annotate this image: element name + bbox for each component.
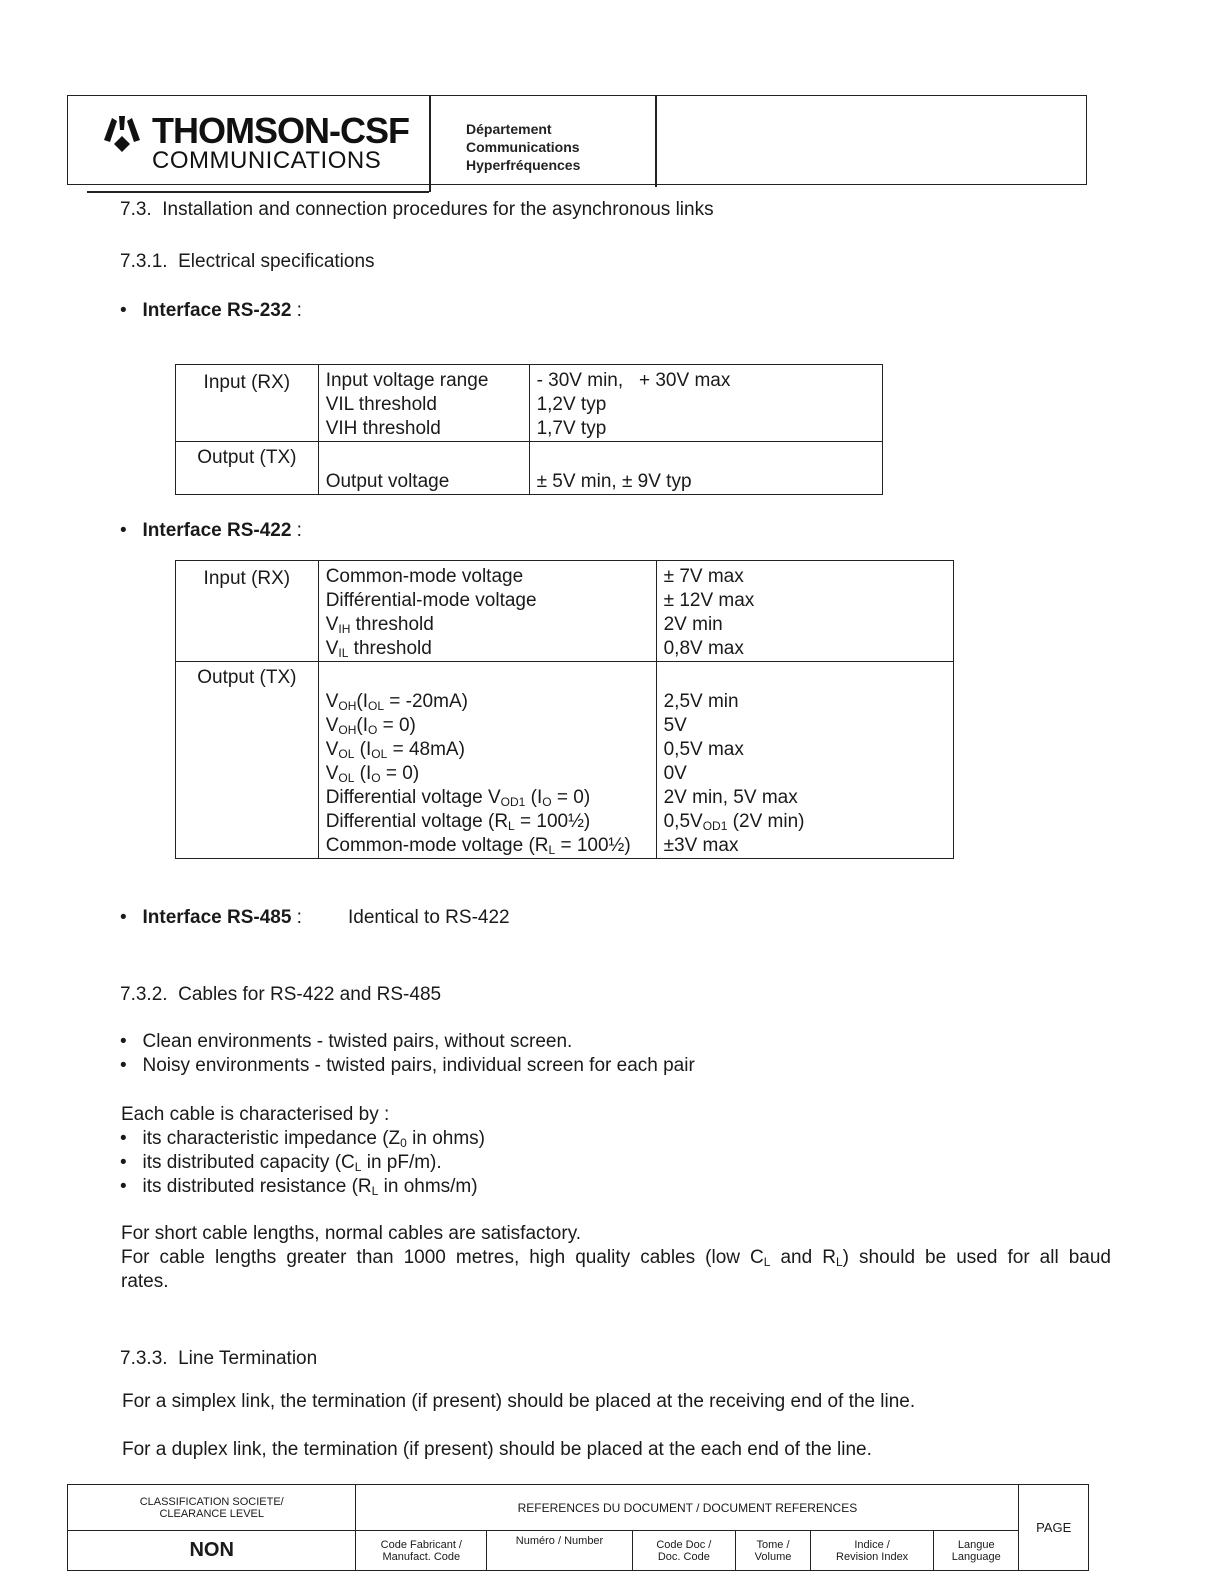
table-row: [68, 1485, 1089, 1531]
value-cell: ± 5V min, ± 9V typ: [529, 442, 882, 495]
list-item: • its distributed resistance ($R_L$ in ohms/m): [120, 1176, 478, 1198]
rs232-heading: • Interface RS-232 :: [120, 300, 302, 321]
department-line: Communications: [466, 139, 580, 155]
row-group-label: Output (TX): [176, 442, 319, 495]
list-item: • its characteristic impedance ($Z_0$ in ohms): [120, 1128, 485, 1150]
section-heading-7-3: 7.3. Installation and connection procedures for the asynchronous links: [120, 199, 714, 220]
document-footer: [67, 1484, 1089, 1584]
table-row: [176, 561, 954, 662]
header-divider: [429, 95, 431, 192]
paragraph: For a simplex link, the termination (if present) should be placed at the receiving end of the line.: [122, 1391, 916, 1412]
rs485-heading: • Interface RS-485 :: [120, 907, 302, 928]
department-line: Département: [466, 121, 552, 137]
bullet-icon: •: [120, 520, 127, 541]
page-label: PAGE: [1019, 1485, 1089, 1571]
number-label: Numéro / Number: [487, 1531, 633, 1571]
bullet-icon: •: [120, 1128, 127, 1149]
list-item: • Noisy environments - twisted pairs, individual screen for each pair: [120, 1055, 695, 1076]
company-division: COMMUNICATIONS: [152, 147, 382, 174]
row-group-label: Input (RX): [176, 561, 319, 662]
classification-value: NON: [68, 1531, 356, 1571]
row-group-label: Input (RX): [176, 365, 319, 442]
param-cell: Output voltage: [318, 442, 529, 495]
bullet-icon: •: [120, 300, 127, 321]
row-group-label: Output (TX): [176, 662, 319, 859]
param-cell: $V_{OH}(I_{OL} = -20mA)$ $V_{OH}(I_O = 0)$ $V_{OL}$ $(I_{OL} = 48mA)$ $V_{OL}$ $(I_O = 0)$ Differential voltage $V_{OD1}$ $(I_O = 0)$ Differential voltage ($R_L$ = 100½) Common-mode voltage ($R_L$ = 100½): [318, 662, 656, 859]
company-name: THOMSON-CSF: [152, 110, 409, 151]
param-cell: Common-mode voltage Différential-mode voltage $V_{IH}$ threshold $V_{IL}$ threshold: [318, 561, 656, 662]
paragraph: For a duplex link, the termination (if present) should be placed at the each end of the line.: [122, 1439, 872, 1460]
document-references-table: [67, 1484, 1089, 1571]
paragraph: Each cable is characterised by :: [121, 1104, 390, 1125]
paragraph: For cable lengths greater than 1000 metres, high quality cables (low $C_L$ and $R_L$) should be used for all baud: [121, 1247, 1112, 1269]
rs422-heading: • Interface RS-422 :: [120, 520, 302, 541]
header-rule: [87, 191, 429, 193]
bullet-icon: •: [120, 1152, 127, 1173]
table-row: [176, 662, 954, 859]
table-row: [176, 365, 883, 442]
paragraph: For short cable lengths, normal cables are satisfactory.: [121, 1223, 582, 1244]
list-item: • Clean environments - twisted pairs, without screen.: [120, 1031, 573, 1052]
volume-label: Tome / Volume: [735, 1531, 810, 1571]
value-cell: ± 7V max ± 12V max 2V min 0,8V max: [656, 561, 953, 662]
company-logo-icon: [100, 112, 144, 161]
header-divider: [655, 95, 657, 187]
language-label: Langue Language: [934, 1531, 1019, 1571]
table-row: [176, 442, 883, 495]
bullet-icon: •: [120, 1055, 127, 1076]
bullet-icon: •: [120, 1031, 127, 1052]
paragraph: rates.: [121, 1271, 169, 1292]
classification-label: CLASSIFICATION SOCIETE/ CLEARANCE LEVEL: [68, 1485, 356, 1531]
rs485-value: Identical to RS-422: [348, 907, 510, 928]
table-row: [68, 1531, 1089, 1571]
department-line: Hyperfréquences: [466, 157, 581, 173]
param-cell: Input voltage range VIL threshold VIH threshold: [318, 365, 529, 442]
rs232-spec-table: [175, 364, 883, 495]
section-heading-7-3-3: 7.3.3. Line Termination: [120, 1348, 318, 1369]
section-heading-7-3-1: 7.3.1. Electrical specifications: [120, 251, 375, 272]
section-heading-7-3-2: 7.3.2. Cables for RS-422 and RS-485: [120, 984, 442, 1005]
doc-code-label: Code Doc / Doc. Code: [632, 1531, 735, 1571]
value-cell: 2,5V min 5V 0,5V max 0V 2V min, 5V max $0,5V_{OD1}$ (2V min) ±3V max: [656, 662, 953, 859]
bullet-icon: •: [120, 907, 127, 928]
list-item: • its distributed capacity ($C_L$ in pF/m).: [120, 1152, 442, 1174]
rs422-spec-table: [175, 560, 954, 859]
revision-index-label: Indice / Revision Index: [811, 1531, 934, 1571]
department-block: [466, 120, 580, 174]
manufacturer-code-label: Code Fabricant / Manufact. Code: [356, 1531, 487, 1571]
references-title: REFERENCES DU DOCUMENT / DOCUMENT REFERENCES: [356, 1485, 1019, 1531]
value-cell: - 30V min, + 30V max 1,2V typ 1,7V typ: [529, 365, 882, 442]
bullet-icon: •: [120, 1176, 127, 1197]
